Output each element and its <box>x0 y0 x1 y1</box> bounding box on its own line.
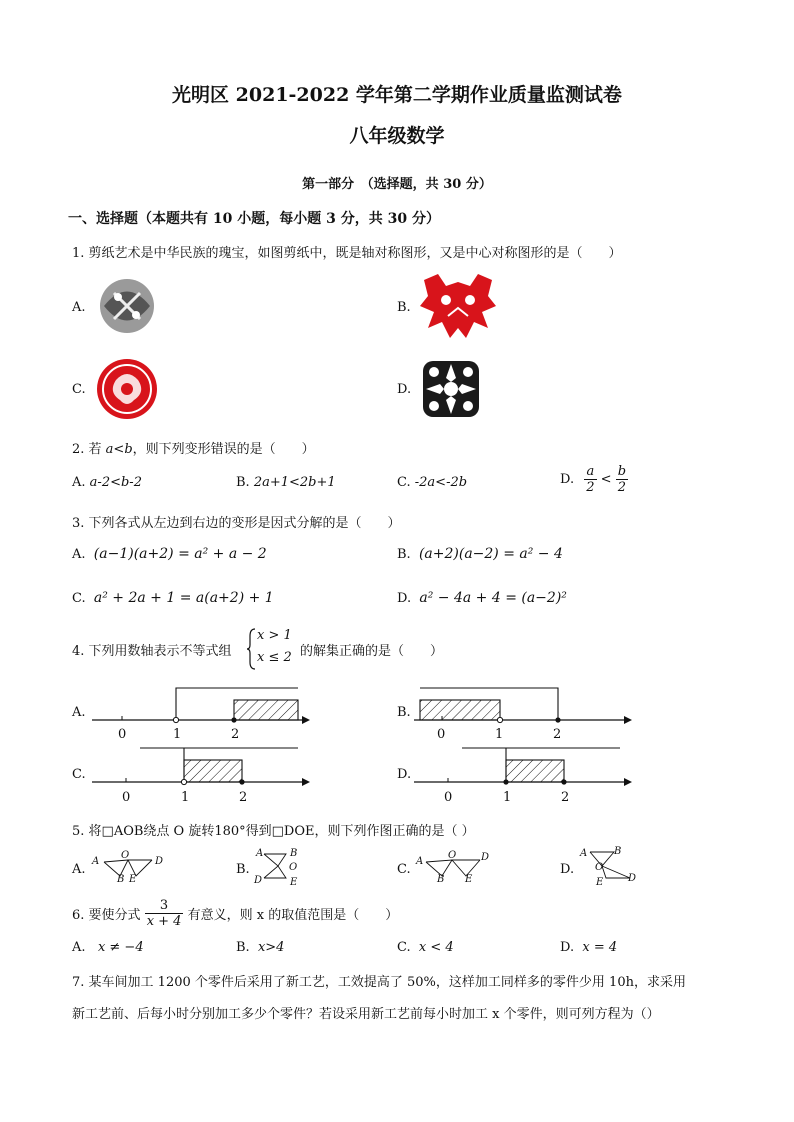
q4-a-tick-1: 1 <box>173 727 182 742</box>
papercut-round-flower-icon <box>96 358 158 420</box>
q3-option-c: C. a² + 2a + 1 = a(a+2) + 1 <box>72 590 274 606</box>
q4-option-b-label: B. <box>397 705 411 720</box>
q4-a-tick-0: 0 <box>118 727 127 742</box>
q4-option-c-label: C. <box>72 767 86 782</box>
q4-d-tick-1: 1 <box>503 790 512 805</box>
q5-c-pt-o: O <box>448 850 457 861</box>
papercut-symmetric-pattern-icon <box>420 358 482 420</box>
q6-option-a: A. x ≠ −4 <box>72 940 144 955</box>
q4-b-tick-0: 0 <box>437 727 446 742</box>
q5-d-pt-e: E <box>596 877 604 888</box>
q4-inequality-2: x ≤ 2 <box>257 650 292 665</box>
q3-stem: 3. 下列各式从左边到右边的变形是因式分解的是（ ） <box>72 516 401 531</box>
part-heading: 第一部分 （选择题，共 30 分） <box>302 177 492 192</box>
q5-d-pt-d: D <box>628 873 637 884</box>
q4-option-a-label: A. <box>72 705 86 720</box>
q6-option-c: C. x < 4 <box>397 940 454 955</box>
papercut-rooster-icon <box>418 272 498 340</box>
q5-option-d-label: D. <box>560 862 575 877</box>
q4-b-tick-1: 1 <box>495 727 504 742</box>
q4-d-tick-0: 0 <box>444 790 453 805</box>
q4-c-tick-1: 1 <box>181 790 190 805</box>
q5-a-pt-e: E <box>129 874 137 885</box>
q7-line-1: 7. 某车间加工 1200 个零件后采用了新工艺，工效提高了 50%，这样加工同样多的零件少用 10h，求采用 <box>72 975 686 990</box>
q1-option-b-label: B. <box>397 300 411 315</box>
number-line-d <box>412 742 632 792</box>
q4-b-tick-2: 2 <box>553 727 562 742</box>
q4-c-tick-2: 2 <box>239 790 248 805</box>
q4-d-tick-2: 2 <box>561 790 570 805</box>
q5-option-b-label: B. <box>236 862 250 877</box>
number-line-a <box>90 680 310 730</box>
q5-a-pt-a: A <box>92 856 100 867</box>
q1-option-a-label: A. <box>72 300 86 315</box>
q5-d-pt-a: A <box>580 848 588 859</box>
q5-c-pt-a: A <box>416 856 424 867</box>
q5-d-pt-o: O <box>595 862 604 873</box>
q5-a-pt-d: D <box>155 856 164 867</box>
q4-brace <box>246 628 256 670</box>
q5-c-pt-d: D <box>481 852 490 863</box>
q2-option-d: D. $\frac{a}{2}$ < $\frac{b}{2}$ <box>560 464 627 495</box>
number-line-b <box>412 680 632 730</box>
q7-line-2: 新工艺前、后每小时分别加工多少个零件？若设采用新工艺前每小时加工 x 个零件，则可列方程为（） <box>72 1007 660 1022</box>
q5-a-pt-b: B <box>117 874 125 885</box>
q2-option-a: A. a-2<b-2 <box>72 475 142 490</box>
q2-option-b: B. 2a+1<2b+1 <box>236 475 336 490</box>
q2-stem: 2. 若 a<b，则下列变形错误的是（ ） <box>72 442 315 457</box>
q3-option-a: A. (a−1)(a+2) = a² + a − 2 <box>72 546 267 562</box>
q5-stem: 5. 将□AOB绕点 O 旋转180°得到□DOE，则下列作图正确的是（ ） <box>72 824 475 839</box>
q1-stem: 1. 剪纸艺术是中华民族的瑰宝，如图剪纸中，既是轴对称图形，又是中心对称图形的是（ ） <box>72 246 622 261</box>
q6-stem: 6. 要使分式 $\frac{3}{x + 4}$ 有意义，则 x 的取值范围是（ ） <box>72 898 399 929</box>
q5-a-pt-o: O <box>121 850 130 861</box>
q6-option-d: D. x = 4 <box>560 940 618 955</box>
q4-stem-pre: 4. 下列用数轴表示不等式组 <box>72 644 232 659</box>
q4-inequality-1: x > 1 <box>257 628 292 643</box>
q3-option-b: B. (a+2)(a−2) = a² − 4 <box>397 546 563 562</box>
q4-stem-post: 的解集正确的是（ ） <box>300 644 444 659</box>
q1-option-c-label: C. <box>72 382 86 397</box>
q5-b-pt-a: A <box>256 848 264 859</box>
q1-option-d-label: D. <box>397 382 412 397</box>
q2-option-c: C. -2a<-2b <box>397 475 468 490</box>
number-line-c <box>90 742 310 792</box>
q5-b-pt-b: B <box>290 848 298 859</box>
q3-option-d: D. a² − 4a + 4 = (a−2)² <box>397 590 567 606</box>
page-title: 光明区 2021-2022 学年第二学期作业质量监测试卷 <box>172 84 622 106</box>
q5-option-a-label: A. <box>72 862 86 877</box>
q5-b-pt-d: D <box>254 875 263 886</box>
papercut-fish-icon <box>96 275 158 337</box>
section-heading: 一、选择题（本题共有 10 小题，每小题 3 分，共 30 分） <box>68 211 440 227</box>
q6-option-b: B. x>4 <box>236 940 285 955</box>
q4-option-d-label: D. <box>397 767 412 782</box>
q5-option-c-label: C. <box>397 862 411 877</box>
page-subtitle: 八年级数学 <box>349 125 445 147</box>
q5-d-pt-b: B <box>614 846 622 857</box>
q5-b-pt-e: E <box>290 877 298 888</box>
q4-c-tick-0: 0 <box>122 790 131 805</box>
q5-c-pt-e: E <box>465 874 473 885</box>
q5-c-pt-b: B <box>437 874 445 885</box>
q4-a-tick-2: 2 <box>231 727 240 742</box>
q5-b-pt-o: O <box>289 862 298 873</box>
